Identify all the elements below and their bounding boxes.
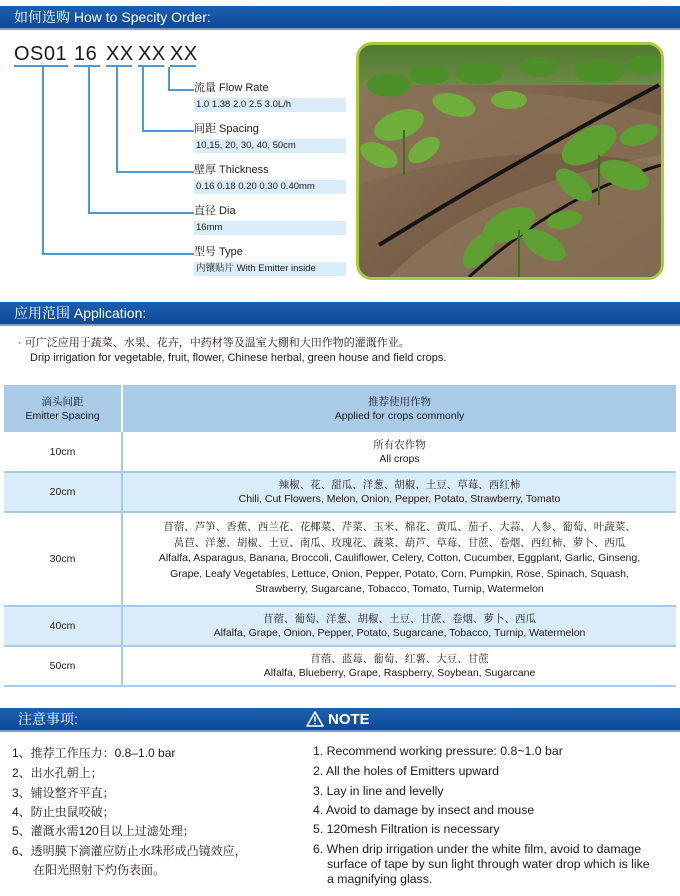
notes-title-en: NOTE [328,711,370,728]
spec-value: 1.0 1.38 2.0 2.5 3.0L/h [194,98,346,112]
crops-cell [122,646,676,686]
spec-label: 型号 Type [194,246,243,258]
note-item-zh: 5、灌溉水需120目以上过滤处理； [12,824,195,838]
spec-dia [194,204,346,235]
table-row [4,472,676,512]
spec-spacing [194,122,346,153]
application-intro-en: Drip irrigation for vegetable, fruit, flower, Chinese herbal, green house and field crops. [30,352,447,364]
header-text-en: Emitter Spacing [25,409,100,422]
header-emitter-spacing [4,385,122,432]
spec-value: 内镶贴片 With Emitter inside [194,262,346,276]
note-item-zh: 1、推荐工作压力：0.8–1.0 bar [12,746,176,760]
crops-en: Chili, Cut Flowers, Melon, Onion, Pepper, Potato, Strawberry, Tomato [238,493,561,505]
code-segment-flow: XX [170,43,198,65]
connector-line [168,89,194,91]
table-row [4,606,676,646]
crops-cell [122,472,676,512]
note-item-zh: 6、透明膜下滴灌应防止水珠形成凸镜效应， [12,844,247,858]
spec-value: 0.16 0.18 0.20 0.30 0.40mm [194,180,346,194]
spacing-cell: 30cm [4,512,122,606]
model-code [14,43,196,67]
connector-line [116,171,194,173]
note-item-en: 3. Lay in line and levelly [313,784,444,798]
header-text-zh: 滴头间距 [41,395,84,408]
spec-label: 流量 Flow Rate [194,82,269,94]
connector-line [142,67,144,132]
crop-spacing-table [4,385,676,687]
crops-cell [122,606,676,646]
spacing-cell: 20cm [4,472,122,512]
crops-zh: 苜蓿、蓝莓、葡萄、红薯、大豆、甘蔗 [310,653,489,665]
crops-cell [122,432,676,472]
crops-en: Strawberry, Sugarcane, Tobacco, Tomato, Turnip, Watermelon [255,583,544,596]
spacing-cell: 10cm [4,432,122,472]
crops-zh: 辣椒、花、甜瓜、洋葱、胡椒、土豆、草莓、西红柿 [278,479,521,491]
note-item-en: 5. 120mesh Filtration is necessary [313,822,500,836]
connector-line [142,130,194,132]
application-section-header: 应用范围 Application: [0,302,680,326]
connector-line [168,67,170,91]
drip-tape-field-photo [356,42,664,280]
note-item-en: a magnifying glass. [327,872,433,886]
code-segment-series: OS01 [14,43,68,65]
crops-zh: 苜蓿、葡萄、洋葱、胡椒、土豆、甘蔗、卷烟、萝卜、西瓜 [263,613,536,625]
crops-en: All crops [379,452,420,465]
spec-label: 直径 Dia [194,205,236,217]
connector-line [42,67,44,255]
spacing-cell: 40cm [4,606,122,646]
note-item-zh: 3、铺设整齐平直； [12,786,115,800]
crops-en: Alfalfa, Blueberry, Grape, Raspberry, Soybean, Sugarcane [263,667,536,679]
code-segment-dia: 16 [74,43,100,67]
field-illustration [359,45,661,277]
connector-line [116,67,118,173]
note-item-en: surface of tape by sun light through water drop which is like [327,857,650,871]
header-text-zh: 推荐使用作物 [368,395,431,408]
header-text-en: Applied for crops commonly [334,409,465,422]
crops-cell [122,512,676,606]
note-item-zh: 在阳光照射下灼伤表面。 [33,863,166,877]
note-item-en: 6. When drip irrigation under the white film, avoid to damage [313,842,642,856]
crops-zh: 莴苣、洋葱、胡椒、土豆、南瓜、玫瑰花、蔬菜、葫芦、草莓、甘蔗、卷烟、西红柿、萝卜、西瓜 [173,536,626,549]
spec-label: 间距 Spacing [194,123,259,135]
crops-en: Grape, Leafy Vegetables, Lettuce, Onion, Pepper, Potato, Corn, Pumpkin, Rose, Spinach, Squash, [170,567,629,580]
connector-line [88,67,90,214]
application-intro-zh: · 可广泛应用于蔬菜、水果、花卉，中药材等及温室大棚和大田作物的灌溉作业。 [18,337,410,349]
crops-en: Alfalfa, Asparagus, Banana, Broccoli, Cauliflower, Celery, Cotton, Cucumber, Eggplant, Garlic, Ginseng, [158,552,641,565]
table-row [4,432,676,472]
order-section-header: 如何选购 How to Specity Order: [0,6,680,30]
code-segment-thickness: XX [106,43,134,65]
crops-zh: 苜蓿、芦笋、香蕉、西兰花、花椰菜、芹菜、玉米、棉花、黄瓜、茄子、大蒜、人参、葡萄、叶蔬菜、 [163,521,636,534]
crops-zh: 所有农作物 [373,438,426,451]
table-row [4,512,676,606]
note-item-zh: 4、防止虫鼠咬破； [12,805,115,819]
notes-title-zh: 注意事项: [18,711,78,727]
notes-section-header [0,708,680,732]
spec-value: 10,15, 20, 30, 40, 50cm [194,139,346,153]
note-item-en: 4. Avoid to damage by insect and mouse [313,803,535,817]
spec-value: 16mm [194,221,346,235]
spacing-cell: 50cm [4,646,122,686]
crops-en: Alfalfa, Grape, Onion, Pepper, Potato, Sugarcane, Tobacco, Turnip, Watermelon [213,627,586,639]
connector-line [88,212,194,214]
code-segment-spacing: XX [138,43,166,65]
spec-thickness [194,163,346,194]
table-row [4,646,676,686]
note-item-zh: 2、出水孔朝上； [12,766,103,780]
connector-line [42,253,194,255]
header-applied-crops [122,385,676,432]
spec-flow-rate [194,81,346,112]
warning-icon [306,711,324,727]
spec-label: 壁厚 Thickness [194,164,269,176]
note-item-en: 2. All the holes of Emitters upward [313,764,499,778]
note-item-en: 1. Recommend working pressure: 0.8~1.0 bar [313,744,563,758]
spec-type [194,245,346,276]
